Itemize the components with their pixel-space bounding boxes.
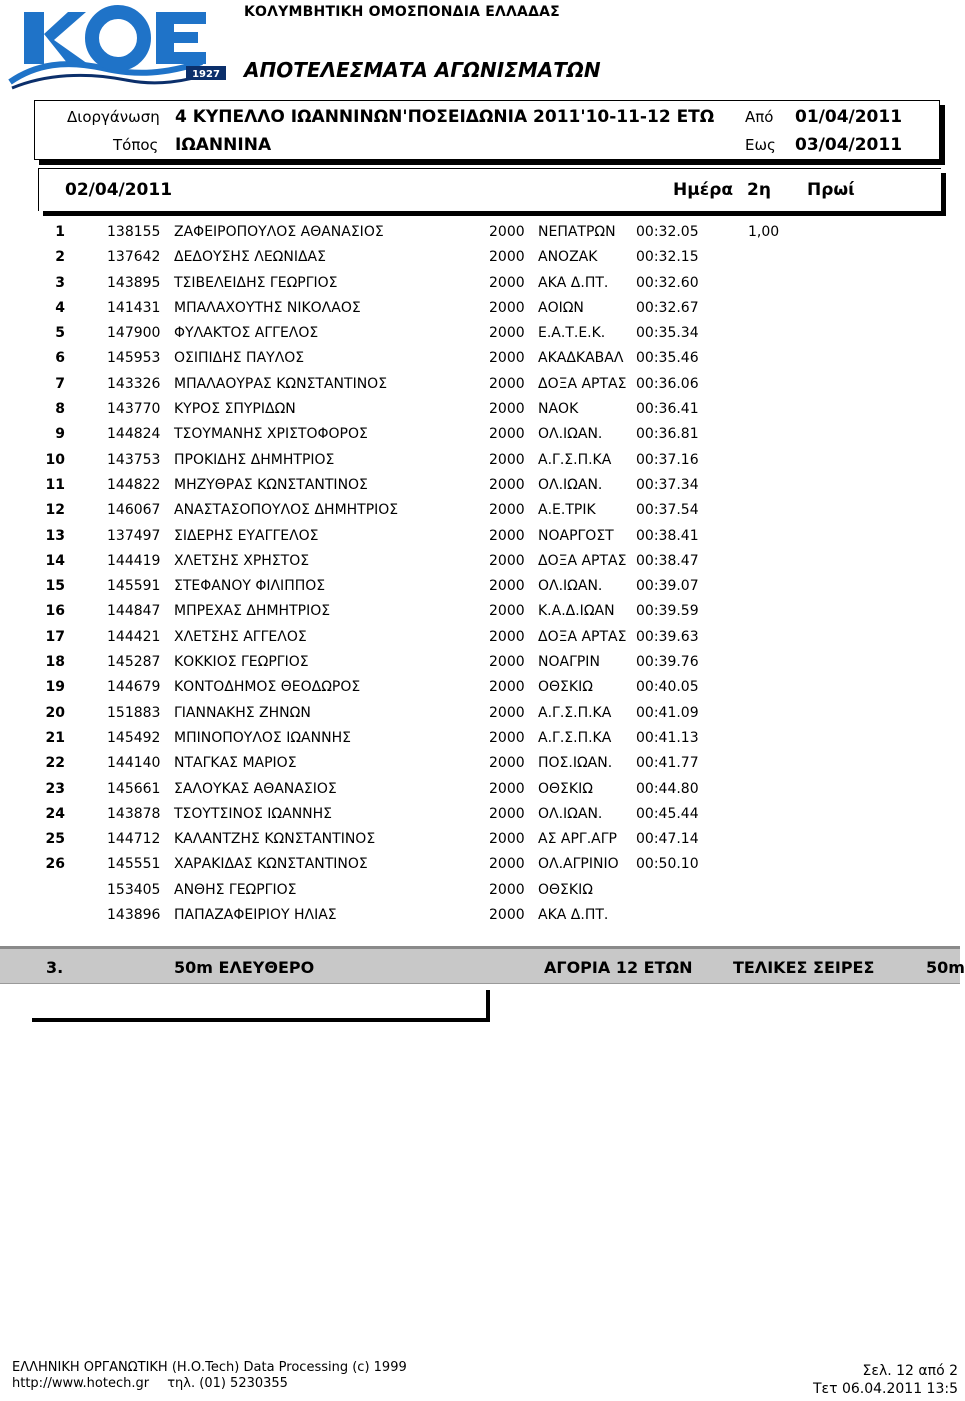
athlete-id: 143326 xyxy=(107,375,161,392)
athlete-name: ΤΣΟΥΜΑΝΗΣ ΧΡΙΣΤΟΦΟΡΟΣ xyxy=(174,426,368,443)
result-time: 00:36.06 xyxy=(636,375,699,392)
table-row xyxy=(0,802,960,827)
club-name: ΔΟΞΑ ΑΡΤΑΣ xyxy=(538,628,627,645)
table-row xyxy=(0,245,960,270)
club-name: ΟΛ.ΑΓΡΙΝΙΟ xyxy=(538,856,619,873)
club-name: Α.Γ.Σ.Π.ΚΑ xyxy=(538,729,612,746)
results-table xyxy=(0,220,960,928)
event-name: 50m ΕΛΕΥΘΕΡΟ xyxy=(174,958,315,977)
print-timestamp: Τετ 06.04.2011 13:5 xyxy=(812,1381,958,1397)
koe-logo xyxy=(6,4,232,90)
result-time: 00:45.44 xyxy=(636,805,699,822)
birth-year: 2000 xyxy=(489,274,525,291)
result-rank: 2 xyxy=(55,249,65,266)
athlete-name: ΔΕΔΟΥΣΗΣ ΛΕΩΝΙΔΑΣ xyxy=(174,249,326,266)
table-row xyxy=(0,372,960,397)
athlete-name: ΟΣΙΠΙΔΗΣ ΠΑΥΛΟΣ xyxy=(174,350,305,367)
from-date: 01/04/2011 xyxy=(795,107,903,127)
result-time: 00:37.34 xyxy=(636,476,699,493)
birth-year: 2000 xyxy=(489,350,525,367)
result-time: 00:40.05 xyxy=(636,679,699,696)
birth-year: 2000 xyxy=(489,628,525,645)
athlete-name: ΚΥΡΟΣ ΣΠΥΡΙΔΩΝ xyxy=(174,401,296,418)
footer-phone: τηλ. (01) 5230355 xyxy=(167,1376,288,1391)
result-time: 00:37.16 xyxy=(636,451,699,468)
athlete-id: 147900 xyxy=(107,325,161,342)
athlete-name: ΠΡΟΚΙΔΗΣ ΔΗΜΗΤΡΙΟΣ xyxy=(174,451,335,468)
meet-info-box xyxy=(34,100,940,160)
table-row xyxy=(0,827,960,852)
club-name: ΑΚΑΔΚΑΒΑΛ xyxy=(538,350,624,367)
result-rank: 9 xyxy=(55,426,65,443)
athlete-id: 144140 xyxy=(107,755,161,772)
birth-year: 2000 xyxy=(489,578,525,595)
footer-left xyxy=(12,1360,407,1392)
event-header-bar xyxy=(0,946,965,984)
page-number: Σελ. 12 από 2 xyxy=(862,1363,958,1379)
table-row xyxy=(0,346,960,371)
result-time: 00:32.05 xyxy=(636,224,699,240)
athlete-name: ΧΛΕΤΣΗΣ ΑΓΓΕΛΟΣ xyxy=(174,628,307,645)
athlete-id: 143895 xyxy=(107,274,161,291)
athlete-id: 144679 xyxy=(107,679,161,696)
table-row xyxy=(0,852,960,877)
athlete-id: 145492 xyxy=(107,729,161,746)
birth-year: 2000 xyxy=(489,603,525,620)
club-name: ΟΘΣΚΙΩ xyxy=(538,881,593,898)
athlete-id: 145591 xyxy=(107,578,161,595)
session-label: Πρωί xyxy=(807,180,855,200)
result-time: 00:32.67 xyxy=(636,299,699,316)
result-rank: 3 xyxy=(55,274,65,291)
result-time: 00:35.46 xyxy=(636,350,699,367)
table-row xyxy=(0,650,960,675)
athlete-id: 144822 xyxy=(107,476,161,493)
athlete-name: ΚΑΛΑΝΤΖΗΣ ΚΩΝΣΤΑΝΤΙΝΟΣ xyxy=(174,831,376,848)
table-row xyxy=(0,397,960,422)
birth-year: 2000 xyxy=(489,907,525,924)
table-row xyxy=(0,903,960,928)
organizer-value: 4 ΚΥΠΕΛΛΟ ΙΩΑΝΝΙΝΩΝ'ΠΟΣΕΙΔΩΝΙΑ 2011'10-11-12 ΕΤΩ xyxy=(175,107,715,127)
athlete-id: 145551 xyxy=(107,856,161,873)
athlete-name: ΜΗΖΥΘΡΑΣ ΚΩΝΣΤΑΝΤΙΝΟΣ xyxy=(174,476,368,493)
event-number: 3. xyxy=(46,958,64,977)
birth-year: 2000 xyxy=(489,527,525,544)
table-row xyxy=(0,448,960,473)
table-row xyxy=(0,878,960,903)
birth-year: 2000 xyxy=(489,401,525,418)
athlete-id: 144421 xyxy=(107,628,161,645)
result-rank: 6 xyxy=(55,350,65,367)
athlete-id: 143896 xyxy=(107,907,161,924)
place-value: ΙΩΑΝΝΙΝΑ xyxy=(175,135,272,155)
event-subheader-box xyxy=(32,990,490,1022)
birth-year: 2000 xyxy=(489,729,525,746)
table-row xyxy=(0,726,960,751)
athlete-name: ΠΑΠΑΖΑΦΕΙΡΙΟΥ ΗΛΙΑΣ xyxy=(174,907,337,924)
club-name: ΟΛ.ΙΩΑΝ. xyxy=(538,426,603,443)
table-row xyxy=(0,422,960,447)
club-name: ΟΘΣΚΙΩ xyxy=(538,679,593,696)
birth-year: 2000 xyxy=(489,451,525,468)
athlete-id: 137642 xyxy=(107,249,161,266)
table-row xyxy=(0,701,960,726)
club-name: ΑΚΑ Δ.ΠΤ. xyxy=(538,274,609,291)
athlete-name: ΜΠΑΛΑΟΥΡΑΣ ΚΩΝΣΤΑΝΤΙΝΟΣ xyxy=(174,375,388,392)
result-time: 00:39.76 xyxy=(636,654,699,671)
club-name: ΔΟΞΑ ΑΡΤΑΣ xyxy=(538,375,627,392)
table-row xyxy=(0,473,960,498)
result-time: 00:41.09 xyxy=(636,704,699,721)
result-rank: 18 xyxy=(45,654,65,671)
club-name: ΟΛ.ΙΩΑΝ. xyxy=(538,476,603,493)
result-rank: 21 xyxy=(45,729,65,746)
athlete-id: 145953 xyxy=(107,350,161,367)
result-rank: 24 xyxy=(45,805,65,822)
birth-year: 2000 xyxy=(489,249,525,266)
result-rank: 5 xyxy=(55,325,65,342)
footer-company: ΕΛΛΗΝΙΚΗ ΟΡΓΑΝΩΤΙΚΗ (Η.Ο.Tech) Data Processing (c) 1999 xyxy=(12,1360,407,1375)
athlete-name: ΜΠΙΝΟΠΟΥΛΟΣ ΙΩΑΝΝΗΣ xyxy=(174,729,351,746)
birth-year: 2000 xyxy=(489,755,525,772)
organizer-label: Διοργάνωση xyxy=(67,108,160,126)
athlete-name: ΑΝΘΗΣ ΓΕΩΡΓΙΟΣ xyxy=(174,881,297,898)
result-points: 1,00 xyxy=(748,224,780,240)
birth-year: 2000 xyxy=(489,679,525,696)
result-time: 00:35.34 xyxy=(636,325,699,342)
birth-year: 2000 xyxy=(489,780,525,797)
result-rank: 1 xyxy=(55,224,65,240)
birth-year: 2000 xyxy=(489,476,525,493)
birth-year: 2000 xyxy=(489,426,525,443)
club-name: ΑΝΟΖΑΚ xyxy=(538,249,598,266)
athlete-id: 144824 xyxy=(107,426,161,443)
result-rank: 7 xyxy=(55,375,65,392)
birth-year: 2000 xyxy=(489,856,525,873)
athlete-name: ΤΣΟΥΤΣΙΝΟΣ ΙΩΑΝΝΗΣ xyxy=(174,805,333,822)
athlete-name: ΜΠΡΕΧΑΣ ΔΗΜΗΤΡΙΟΣ xyxy=(174,603,331,620)
athlete-id: 141431 xyxy=(107,299,161,316)
athlete-id: 143753 xyxy=(107,451,161,468)
club-name: Κ.Α.Δ.ΙΩΑΝ xyxy=(538,603,615,620)
athlete-id: 146067 xyxy=(107,502,161,519)
athlete-id: 145661 xyxy=(107,780,161,797)
club-name: ΟΘΣΚΙΩ xyxy=(538,780,593,797)
result-time: 00:47.14 xyxy=(636,831,699,848)
table-row xyxy=(0,271,960,296)
table-row xyxy=(0,296,960,321)
koe-logo-graphic xyxy=(6,4,232,90)
athlete-id: 145287 xyxy=(107,654,161,671)
table-row xyxy=(0,498,960,523)
result-time: 00:38.47 xyxy=(636,552,699,569)
club-name: ΠΟΣ.ΙΩΑΝ. xyxy=(538,755,613,772)
to-label: Εως xyxy=(745,136,776,154)
table-row xyxy=(0,321,960,346)
birth-year: 2000 xyxy=(489,299,525,316)
result-rank: 10 xyxy=(45,451,65,468)
club-name: Α.Ε.ΤΡΙΚ xyxy=(538,502,596,519)
result-time: 00:41.13 xyxy=(636,729,699,746)
athlete-name: ΝΤΑΓΚΑΣ ΜΑΡΙΟΣ xyxy=(174,755,297,772)
result-rank: 15 xyxy=(45,578,65,595)
result-rank: 14 xyxy=(45,552,65,569)
result-time: 00:39.63 xyxy=(636,628,699,645)
table-row xyxy=(0,220,960,245)
athlete-id: 143770 xyxy=(107,401,161,418)
event-phase: ΤΕΛΙΚΕΣ ΣΕΙΡΕΣ xyxy=(733,958,875,977)
result-time: 00:37.54 xyxy=(636,502,699,519)
to-date: 03/04/2011 xyxy=(795,135,903,155)
event-distance: 50m xyxy=(926,958,965,977)
result-rank: 20 xyxy=(45,704,65,721)
result-time: 00:36.81 xyxy=(636,426,699,443)
club-name: ΑΚΑ Δ.ΠΤ. xyxy=(538,907,609,924)
athlete-name: ΜΠΑΛΑΧΟΥΤΗΣ ΝΙΚΟΛΑΟΣ xyxy=(174,299,361,316)
document-title: ΑΠΟΤΕΛΕΣΜΑΤΑ ΑΓΩΝΙΣΜΑΤΩΝ xyxy=(244,58,601,82)
day-label: Ημέρα xyxy=(673,180,734,200)
result-rank: 17 xyxy=(45,628,65,645)
result-rank: 4 xyxy=(55,299,65,316)
club-name: ΟΛ.ΙΩΑΝ. xyxy=(538,578,603,595)
result-time: 00:32.60 xyxy=(636,274,699,291)
athlete-name: ΑΝΑΣΤΑΣΟΠΟΥΛΟΣ ΔΗΜΗΤΡΙΟΣ xyxy=(174,502,399,519)
day-bar xyxy=(38,168,941,211)
result-time: 00:38.41 xyxy=(636,527,699,544)
athlete-id: 144712 xyxy=(107,831,161,848)
athlete-name: ΦΥΛΑΚΤΟΣ ΑΓΓΕΛΟΣ xyxy=(174,325,319,342)
result-time: 00:41.77 xyxy=(636,755,699,772)
club-name: ΝΑΟΚ xyxy=(538,401,579,418)
result-rank: 26 xyxy=(45,856,65,873)
result-time: 00:32.15 xyxy=(636,249,699,266)
athlete-id: 151883 xyxy=(107,704,161,721)
athlete-id: 144419 xyxy=(107,552,161,569)
athlete-name: ΚΟΝΤΟΔΗΜΟΣ ΘΕΟΔΩΡΟΣ xyxy=(174,679,361,696)
birth-year: 2000 xyxy=(489,502,525,519)
club-name: ΟΛ.ΙΩΑΝ. xyxy=(538,805,603,822)
table-row xyxy=(0,675,960,700)
result-time: 00:36.41 xyxy=(636,401,699,418)
result-time: 00:39.07 xyxy=(636,578,699,595)
birth-year: 2000 xyxy=(489,881,525,898)
event-category: ΑΓΟΡΙΑ 12 ΕΤΩΝ xyxy=(544,958,693,977)
birth-year: 2000 xyxy=(489,375,525,392)
athlete-name: ΤΣΙΒΕΛΕΙΔΗΣ ΓΕΩΡΓΙΟΣ xyxy=(174,274,338,291)
athlete-name: ΓΙΑΝΝΑΚΗΣ ΖΗΝΩΝ xyxy=(174,704,311,721)
athlete-name: ΚΟΚΚΙΟΣ ΓΕΩΡΓΙΟΣ xyxy=(174,654,309,671)
athlete-name: ΧΛΕΤΣΗΣ ΧΡΗΣΤΟΣ xyxy=(174,552,310,569)
athlete-id: 144847 xyxy=(107,603,161,620)
club-name: ΑΣ ΑΡΓ.ΑΓΡ xyxy=(538,831,617,848)
result-rank: 13 xyxy=(45,527,65,544)
result-rank: 22 xyxy=(45,755,65,772)
table-row xyxy=(0,751,960,776)
table-row xyxy=(0,549,960,574)
result-rank: 12 xyxy=(45,502,65,519)
table-row xyxy=(0,599,960,624)
athlete-id: 153405 xyxy=(107,881,161,898)
table-row xyxy=(0,574,960,599)
club-name: ΝΟΑΡΓΟΣΤ xyxy=(538,527,614,544)
birth-year: 2000 xyxy=(489,654,525,671)
birth-year: 2000 xyxy=(489,704,525,721)
result-rank: 8 xyxy=(55,401,65,418)
birth-year: 2000 xyxy=(489,325,525,342)
athlete-id: 137497 xyxy=(107,527,161,544)
footer-website[interactable]: http://www.hotech.gr xyxy=(12,1376,150,1391)
birth-year: 2000 xyxy=(489,805,525,822)
athlete-name: ΣΑΛΟΥΚΑΣ ΑΘΑΝΑΣΙΟΣ xyxy=(174,780,337,797)
result-time: 00:44.80 xyxy=(636,780,699,797)
athlete-id: 143878 xyxy=(107,805,161,822)
athlete-name: ΣΤΕΦΑΝΟΥ ΦΙΛΙΠΠΟΣ xyxy=(174,578,326,595)
club-name: Ε.Α.Τ.Ε.Κ. xyxy=(538,325,606,342)
club-name: ΝΕΠΑΤΡΩΝ xyxy=(538,224,616,240)
athlete-name: ΧΑΡΑΚΙΔΑΣ ΚΩΝΣΤΑΝΤΙΝΟΣ xyxy=(174,856,368,873)
birth-year: 2000 xyxy=(489,831,525,848)
result-rank: 23 xyxy=(45,780,65,797)
club-name: ΔΟΞΑ ΑΡΤΑΣ xyxy=(538,552,627,569)
federation-name: ΚΟΛΥΜΒΗΤΙΚΗ ΟΜΟΣΠΟΝΔΙΑ ΕΛΛΑΔΑΣ xyxy=(244,4,560,20)
club-name: ΝΟΑΓΡΙΝ xyxy=(538,654,600,671)
result-rank: 11 xyxy=(45,476,65,493)
day-date: 02/04/2011 xyxy=(65,180,173,200)
athlete-id: 138155 xyxy=(107,224,161,240)
logo-year: 1927 xyxy=(192,69,220,80)
athlete-name: ΣΙΔΕΡΗΣ ΕΥΑΓΓΕΛΟΣ xyxy=(174,527,319,544)
table-row xyxy=(0,625,960,650)
birth-year: 2000 xyxy=(489,552,525,569)
birth-year: 2000 xyxy=(489,224,525,240)
club-name: ΑΟΙΩΝ xyxy=(538,299,584,316)
footer-right xyxy=(813,1362,958,1398)
table-row xyxy=(0,777,960,802)
from-label: Από xyxy=(745,108,774,126)
result-rank: 16 xyxy=(45,603,65,620)
result-rank: 19 xyxy=(45,679,65,696)
result-rank: 25 xyxy=(45,831,65,848)
place-label: Τόπος xyxy=(113,136,159,154)
athlete-name: ΖΑΦΕΙΡΟΠΟΥΛΟΣ ΑΘΑΝΑΣΙΟΣ xyxy=(174,224,384,240)
result-time: 00:39.59 xyxy=(636,603,699,620)
club-name: Α.Γ.Σ.Π.ΚΑ xyxy=(538,451,612,468)
day-number: 2η xyxy=(747,180,771,200)
club-name: Α.Γ.Σ.Π.ΚΑ xyxy=(538,704,612,721)
table-row xyxy=(0,524,960,549)
result-time: 00:50.10 xyxy=(636,856,699,873)
